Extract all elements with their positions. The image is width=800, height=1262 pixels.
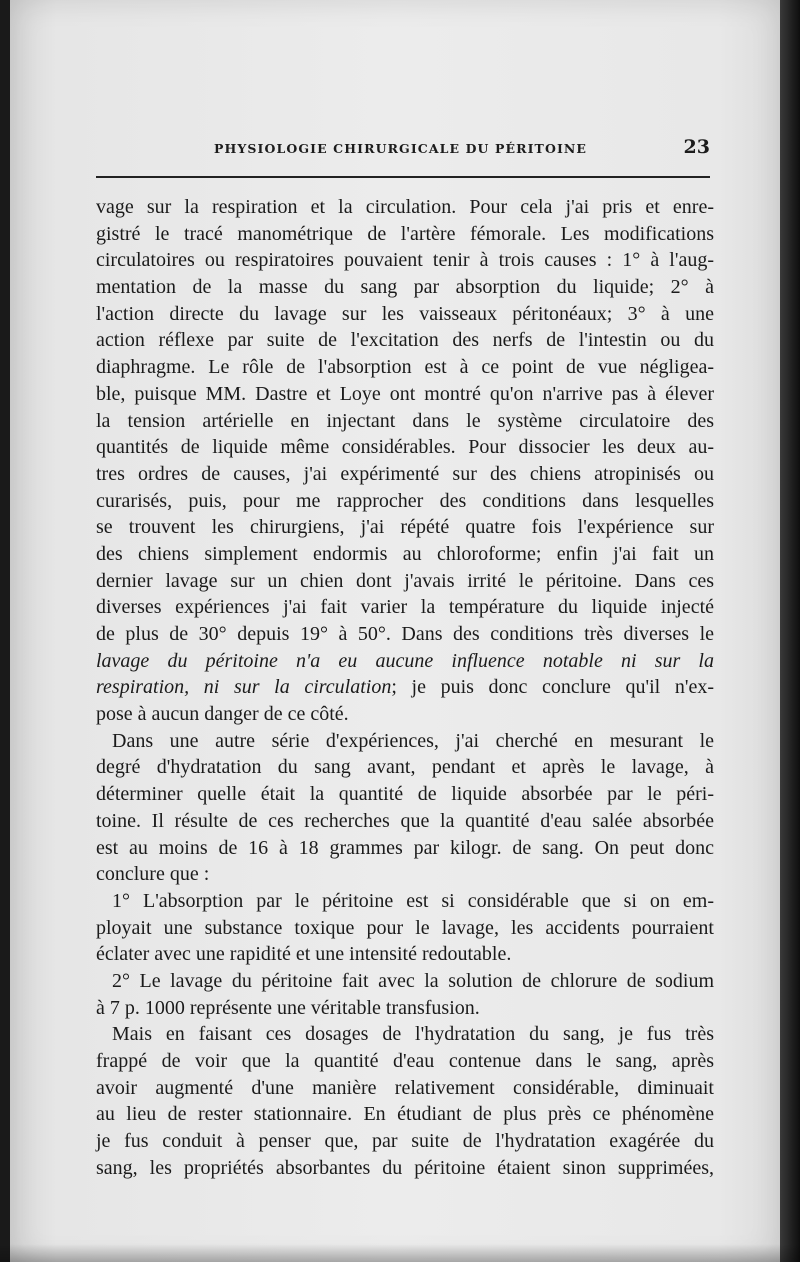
text-line: diverses expériences j'ai fait varier la température du liquide injecté (96, 596, 714, 619)
text-line: ble, puisque MM. Dastre et Loye ont montré qu'on n'arrive pas à élever (96, 382, 714, 405)
paragraph-end-line: éclater avec une rapidité et une intensité redoutable. (96, 943, 512, 966)
text-line: dernier lavage sur un chien dont j'avais irrité le péritoine. Dans ces (96, 569, 714, 592)
text-line: l'action directe du lavage sur les vaisseaux péritonéaux; 3° à une (96, 302, 714, 325)
paragraph-first-line: 2° Le lavage du péritoine fait avec la solution de chlorure de sodium (112, 969, 714, 992)
text-line: toine. Il résulte de ces recherches que la quantité d'eau salée absorbée (96, 809, 714, 832)
text-line: quantités de liquide même considérables. Pour dissocier les deux au- (96, 436, 714, 459)
text-line: déterminer quelle était la quantité de liquide absorbée par le péri- (96, 783, 714, 806)
text-line: degré d'hydratation du sang avant, pendant et après le lavage, à (96, 756, 714, 779)
text-line: ployait une substance toxique pour le lavage, les accidents pourraient (96, 916, 714, 939)
text-line: circulatoires ou respiratoires pouvaient tenir à trois causes : 1° à l'aug- (96, 249, 714, 272)
paragraph-end-line: à 7 p. 1000 représente une véritable transfusion. (96, 996, 480, 1019)
running-title: PHYSIOLOGIE CHIRURGICALE DU PÉRITOINE (214, 141, 588, 156)
italic-phrase: lavage du péritoine n'a eu aucune influence notable ni sur la (96, 649, 714, 672)
body-text (96, 194, 714, 1181)
text-fragment: ; je puis donc conclure qu'il n'ex- (391, 676, 714, 699)
text-line: diaphragme. Le rôle de l'absorption est à ce point de vue négligea- (96, 356, 714, 379)
text-line-italic (96, 648, 714, 675)
italic-phrase: respiration, ni sur la circulation (96, 676, 392, 699)
text-line: vage sur la respiration et la circulation. Pour cela j'ai pris et enre- (96, 196, 714, 218)
paragraph-first-line: Mais en faisant ces dosages de l'hydratation du sang, je fus très (112, 1023, 714, 1046)
text-line: des chiens simplement endormis au chloroforme; enfin j'ai fait un (96, 542, 714, 565)
text-line: sang, les propriétés absorbantes du péritoine étaient sinon supprimées, (96, 1156, 714, 1179)
text-line: la tension artérielle en injectant dans le système circulatoire des (96, 409, 714, 432)
text-line: gistré le tracé manométrique de l'artère fémorale. Les modifications (96, 222, 714, 245)
book-page (10, 0, 780, 1262)
text-line: est au moins de 16 à 18 grammes par kilogr. de sang. On peut donc (96, 836, 714, 859)
text-line: de plus de 30° depuis 19° à 50°. Dans des conditions très diverses le (96, 623, 714, 645)
text-line: frappé de voir que la quantité d'eau contenue dans le sang, après (96, 1050, 714, 1072)
page-header (88, 136, 714, 160)
text-line: curarisés, puis, pour me rapprocher des conditions dans lesquelles (96, 489, 714, 512)
text-line: se trouvent les chirurgiens, j'ai répété quatre fois l'expérience sur (96, 516, 714, 539)
paragraph-end-line: pose à aucun danger de ce côté. (96, 703, 349, 726)
text-line: tres ordres de causes, j'ai expérimenté sur des chiens atropinisés ou (96, 462, 714, 485)
scan-edge-shadow (780, 0, 800, 1262)
header-rule (96, 176, 710, 178)
paragraph-first-line: Dans une autre série d'expériences, j'ai cherché en mesurant le (112, 729, 714, 752)
text-line: au lieu de rester stationnaire. En étudiant de plus près ce phénomène (96, 1103, 714, 1126)
text-line-italic (96, 674, 714, 701)
page-number: 23 (683, 136, 710, 158)
scan-bottom-shadow (0, 1244, 800, 1262)
text-line: je fus conduit à penser que, par suite de l'hydratation exagérée du (96, 1130, 714, 1153)
text-line: mentation de la masse du sang par absorption du liquide; 2° à (96, 276, 714, 299)
paragraph-end-line: conclure que : (96, 863, 210, 886)
text-line: action réflexe par suite de l'excitation des nerfs de l'intestin ou du (96, 329, 714, 352)
text-line: avoir augmenté d'une manière relativement considérable, diminuait (96, 1076, 714, 1099)
paragraph-first-line: 1° L'absorption par le péritoine est si considérable que si on em- (112, 889, 714, 912)
